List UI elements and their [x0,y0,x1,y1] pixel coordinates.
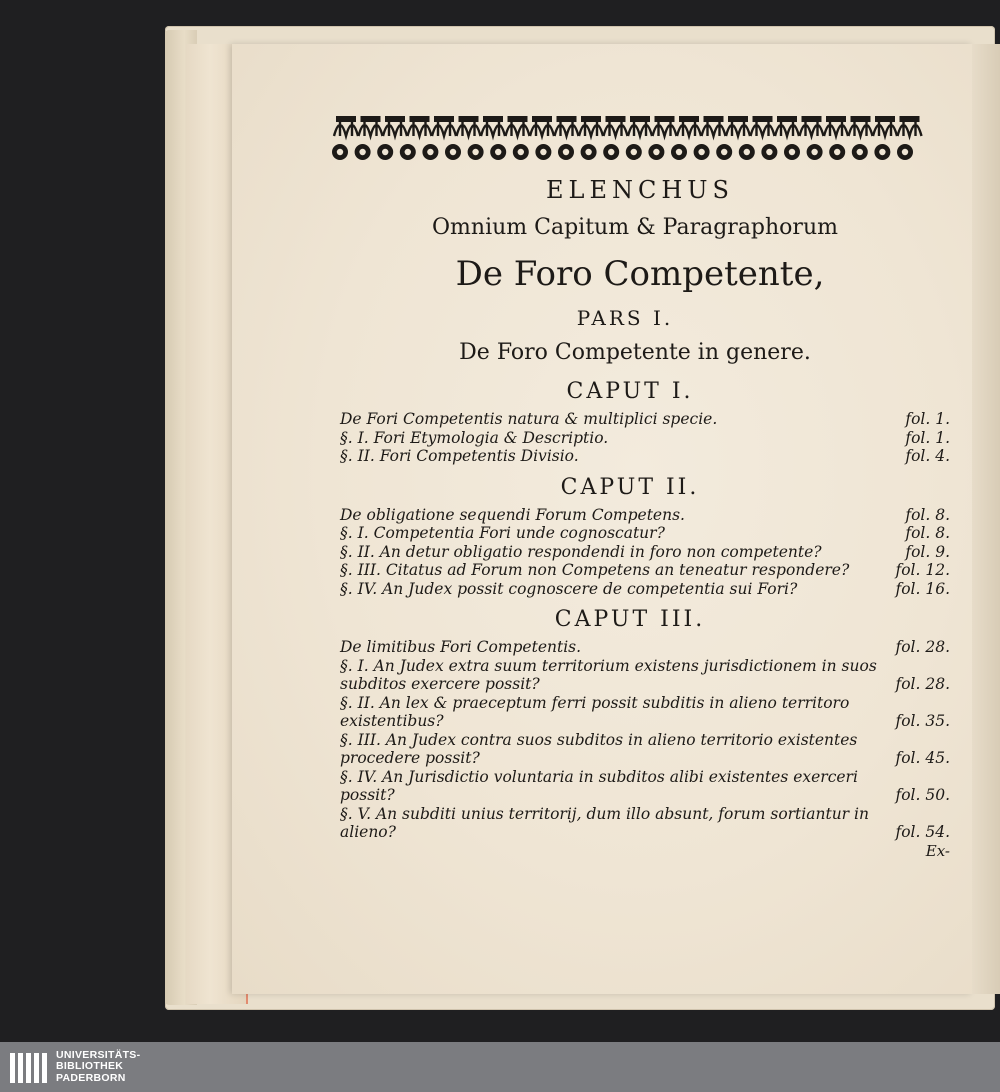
heading-elenchus: ELENCHUS [546,176,734,204]
toc-entry [340,524,950,543]
toc-entry [340,506,950,525]
entry-folio: fol. 28. [895,675,950,693]
entry-text: §. I. Competentia Fori unde cognoscatur? [340,524,665,542]
footer-bar [0,1042,1000,1092]
entry-text: De limitibus Fori Competentis. [340,638,582,656]
heading-pars-title: De Foro Competente in genere. [459,340,811,365]
chapter-heading: CAPUT I. [566,379,694,404]
entry-text: §. III. An Judex contra suos subditos in alieno territorio existentes procedere possit? [340,730,858,767]
heading-omnium: Omnium Capitum & Paragraphorum [432,215,838,240]
entry-folio: fol. 4. [905,447,950,465]
entry-folio: fol. 1. [905,410,950,428]
entry-text: De obligatione sequendi Forum Competens. [340,505,685,524]
toc-entry [340,561,950,580]
entry-folio: fol. 1. [905,428,950,447]
entry-folio: fol. 16. [895,579,950,598]
library-logo-text [56,1050,140,1085]
logo-line: PADERBORN [56,1071,126,1084]
entry-text: §. V. An subditi unius territorij, dum illo absunt, forum sortiantur in alieno? [340,804,869,841]
entry-text: §. II. An detur obligatio respondendi in foro non competente? [340,542,822,561]
chapter-entries [340,506,950,599]
toc-entry [340,805,950,842]
toc-content [340,168,950,860]
entry-folio: fol. 12. [895,561,950,579]
entry-folio: fol. 54. [895,823,950,841]
chapter-heading: CAPUT II. [560,474,700,500]
heading-de-foro: De Foro Competente, [455,254,825,294]
toc-entry [340,429,950,448]
ornament-top-band [334,116,922,136]
entry-folio: fol. 28. [895,638,950,656]
toc-entry [340,638,950,657]
entry-text: §. III. Citatus ad Forum non Competens an teneatur respondere? [340,561,850,579]
toc-entry [340,410,950,429]
page-edge-right [972,44,1000,994]
library-logo-icon [8,1047,52,1087]
toc-entry [340,543,950,562]
entry-folio: fol. 9. [905,542,950,561]
ornament-header [330,108,928,164]
entry-text: §. IV. An Judex possit cognoscere de competentia sui Fori? [340,579,798,598]
toc-entry [340,580,950,599]
entry-folio: fol. 8. [905,505,950,524]
entry-folio: fol. 50. [895,786,950,804]
heading-pars: PARS I. [576,306,674,330]
logo-line: BIBLIOTHEK [56,1060,124,1073]
toc-entry [340,657,950,694]
ornament-rosette-band [332,144,913,160]
catchword: Ex- [925,841,950,860]
entry-folio: fol. 8. [905,524,950,542]
entry-text: §. II. Fori Competentis Divisio. [340,447,579,465]
entry-text: §. IV. An Jurisdictio voluntaria in subditos alibi existentes exerceri possit? [340,767,858,804]
entry-folio: fol. 45. [895,749,950,767]
entry-text: De Fori Competentis natura & multiplici specie. [340,410,718,428]
entry-text: §. II. An lex & praeceptum ferri possit subditis in alieno territoro existentibus? [340,693,850,730]
entry-text: §. I. Fori Etymologia & Descriptio. [340,428,609,447]
toc-entry [340,447,950,466]
toc-entry [340,731,950,768]
entry-folio: fol. 35. [895,712,950,730]
entry-text: §. I. An Judex extra suum territorium existens jurisdictionem in suos subditos exercere possit? [340,656,877,693]
chapter-entries [340,410,950,466]
chapter-entries [340,638,950,842]
toc-entry [340,694,950,731]
toc-entry [340,768,950,805]
chapter-heading: CAPUT III. [554,607,706,632]
logo-line: UNIVERSITÄTS- [56,1048,141,1061]
chapter-2 [340,466,950,599]
chapter-3 [340,598,950,842]
chapter-1 [340,370,950,466]
